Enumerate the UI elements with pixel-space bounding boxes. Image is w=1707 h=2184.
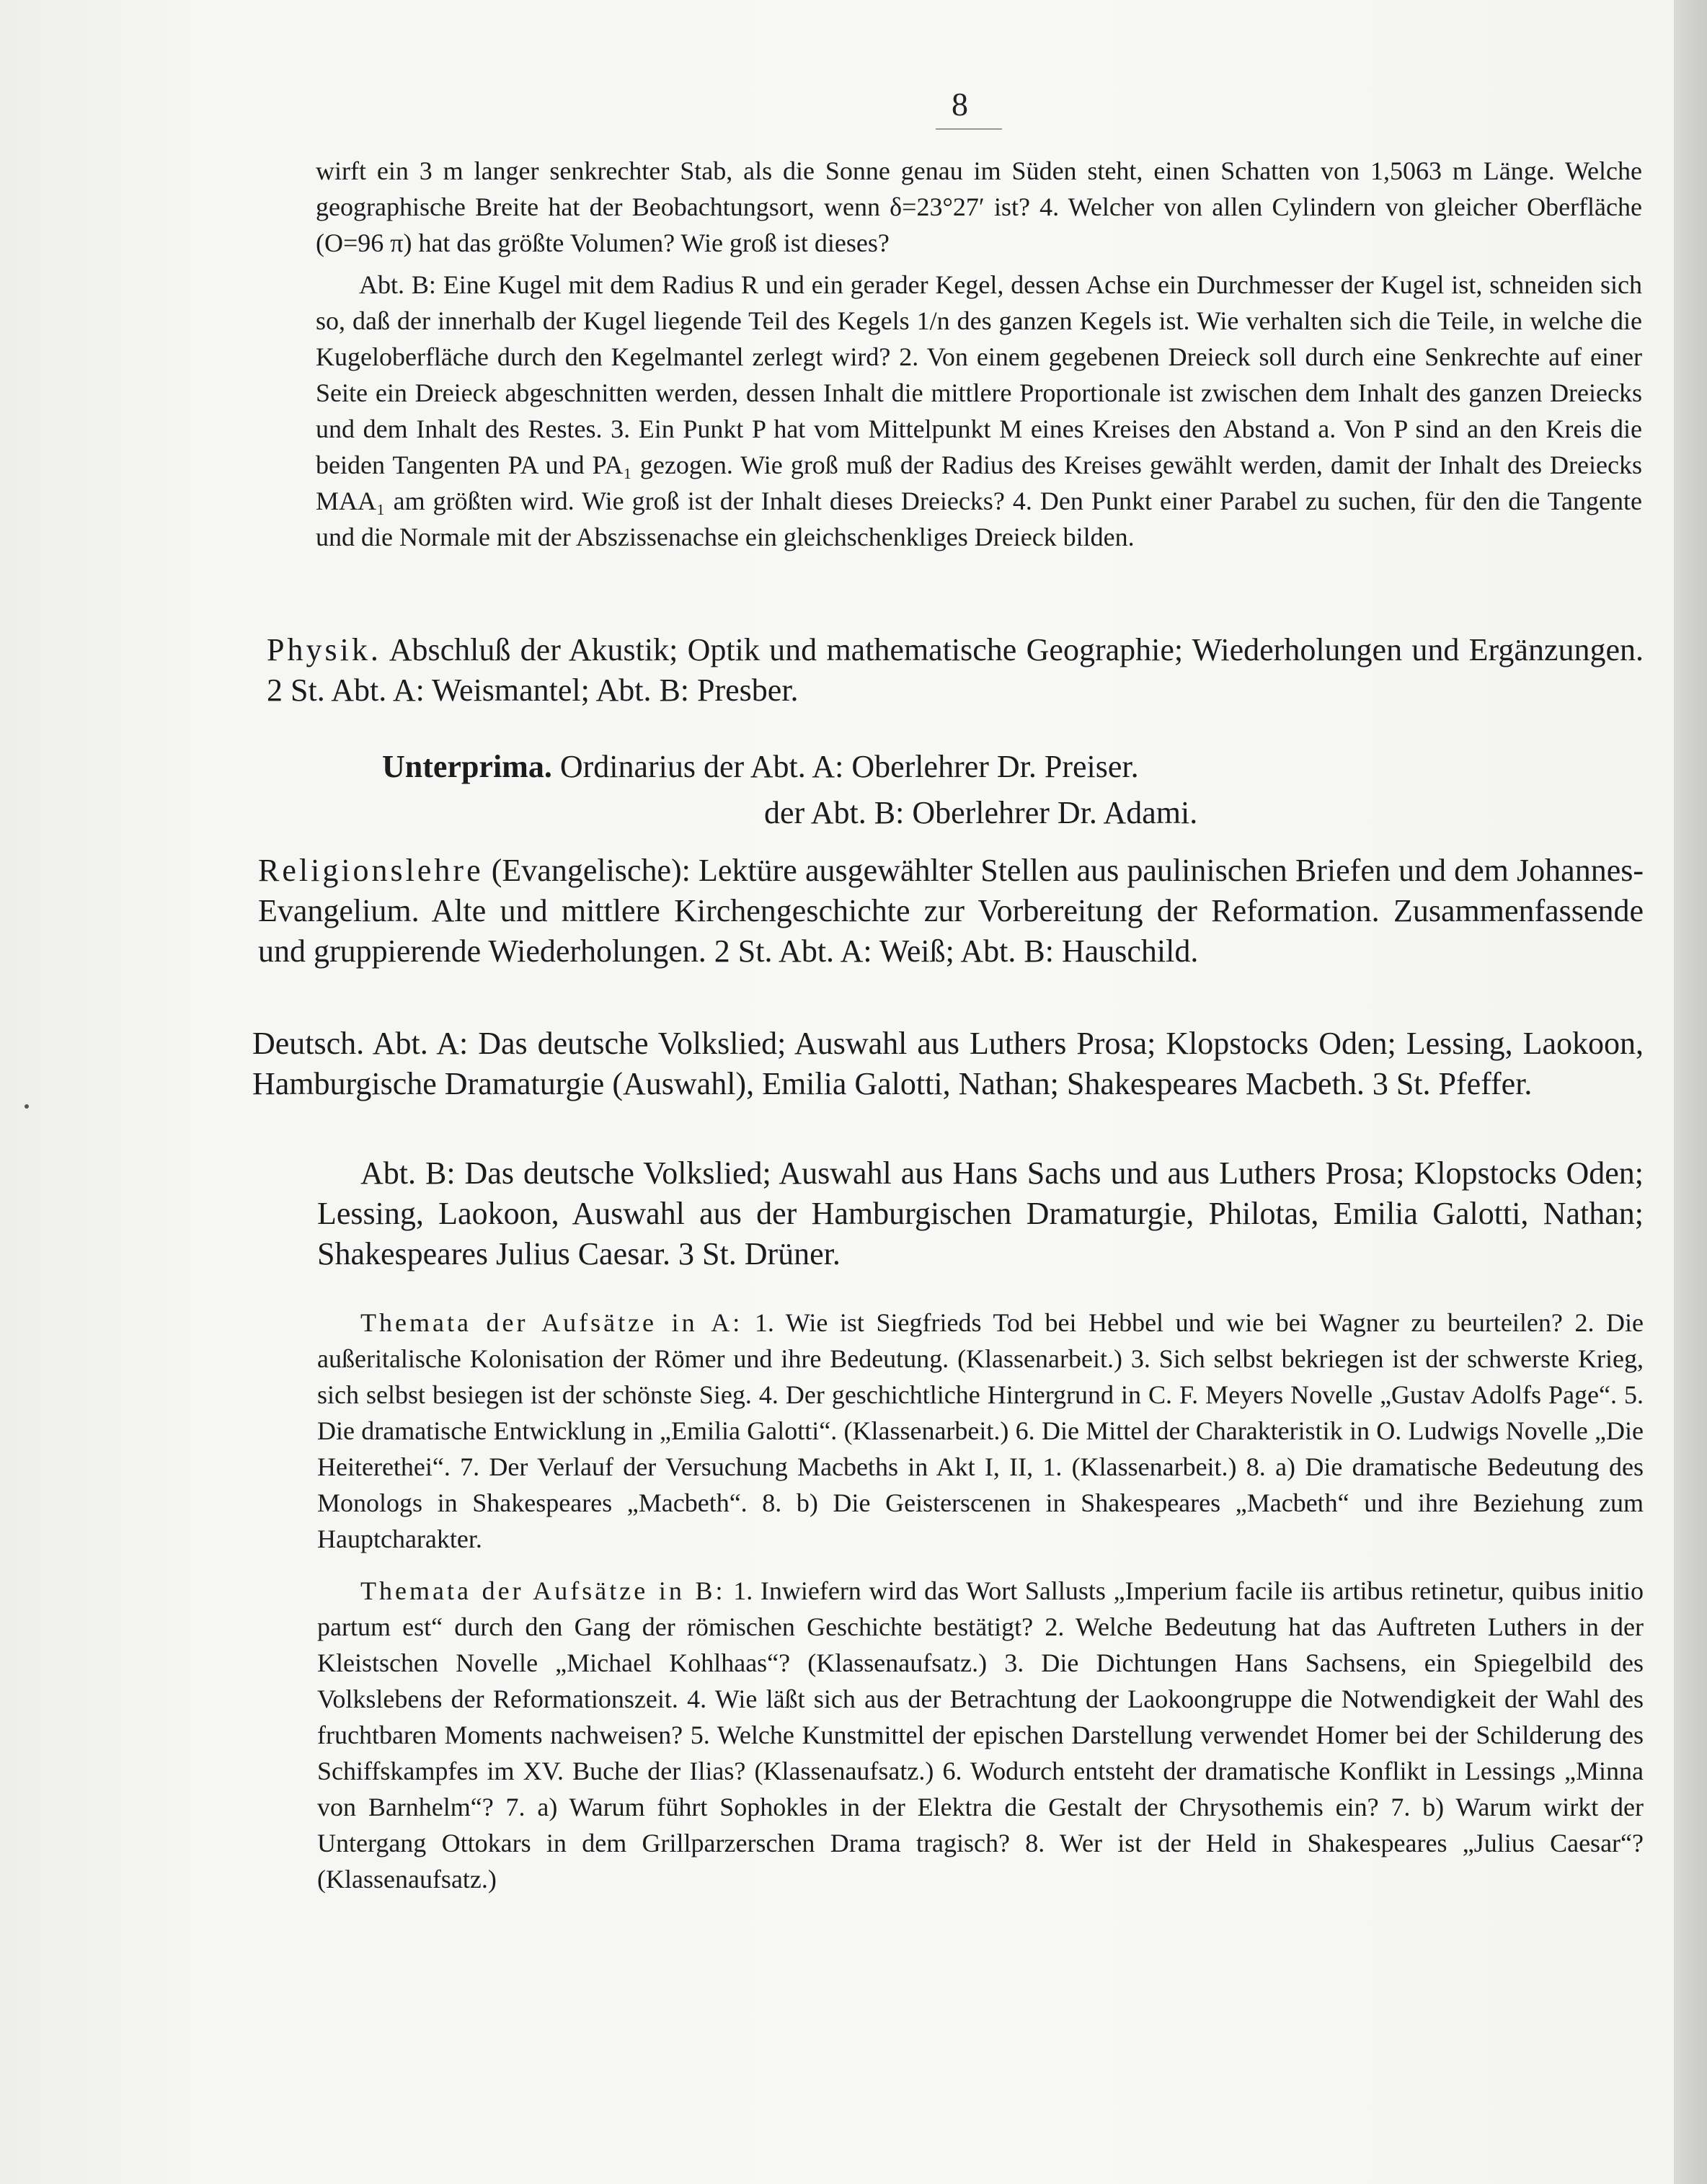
deutsch-abt-b: Abt. B: Das deutsche Volkslied; Auswahl aus Hans Sachs und aus Luthers Prosa; Klopstocks Oden; Lessing, Laokoon, Auswahl aus der Hamburgischen Dramaturgie, Philotas, Emilia Galotti, Nathan; Shakespeares Julius Caesar. 3 St. Drüner. — [317, 1155, 1644, 1271]
binding-mark — [25, 1104, 29, 1109]
deutsch-label: Deutsch. — [252, 1026, 365, 1061]
unterprima-heading — [382, 747, 1644, 787]
physik-section — [267, 630, 1644, 711]
religion-label: Religionslehre — [258, 853, 484, 888]
themata-a-text: 1. Wie ist Siegfrieds Tod bei Hebbel und wie bei Wagner zu beurteilen? 2. Die außeritalische Kolonisation der Römer und ihre Bedeutung. (Klassenarbeit.) 3. Sich selbst bekriegen ist der schwerste Krieg, sich selbst besiegen ist der schönste Sieg. 4. Der geschichtliche Hintergrund in C. F. Meyers Novelle „Gustav Adolfs Page“. 5. Die dramatische Entwicklung in „Emilia Galotti“. (Klassenarbeit.) 6. Die Mittel der Charakteristik in O. Ludwigs Novelle „Die Heiterethei“. 7. Der Verlauf der Versuchung Macbeths in Akt I, II, 1. (Klassenarbeit.) 8. a) Die dramatische Bedeutung des Monologs in Shakespeares „Macbeth“. 8. b) Die Geisterscenen in Shakespeares „Macbeth“ und ihre Beziehung zum Hauptcharakter. — [317, 1308, 1644, 1553]
deutsch-abt-a — [252, 1024, 1644, 1104]
page-number: 8 — [952, 86, 968, 123]
unterprima-ordinarius-b: der Abt. B: Oberlehrer Dr. Adami. — [764, 795, 1198, 830]
themata-a — [317, 1305, 1644, 1557]
unterprima-label: Unterprima. — [382, 749, 552, 784]
page-edge-shadow — [1674, 0, 1707, 2184]
deutsch-abt-a-text: Abt. A: Das deutsche Volkslied; Auswahl aus Luthers Prosa; Klopstocks Oden; Lessing, Laokoon, Hamburgische Dramaturgie (Auswahl), Emilia Galotti, Nathan; Shakespeares Macbeth. 3 St. Pfeffer. — [252, 1026, 1644, 1101]
math-exercises-continued: wirft ein 3 m langer senkrechter Stab, als die Sonne genau im Süden steht, einen Schatten von 1,5063 m Länge. Welche geographische Breite hat der Beobachtungsort, wenn δ=23°27′ ist? 4. Welcher von allen Cylindern von gleicher Oberfläche (O=96 π) hat das größte Volumen? Wie groß ist dieses? — [316, 156, 1642, 257]
religion-text: (Evangelische): Lektüre ausgewählter Stellen aus paulinischen Briefen und dem Johannes-Evangelium. Alte und mittlere Kirchengeschichte zur Vorbereitung der Reformation. Zusammenfassende und gruppierende Wiederholungen. 2 St. Abt. A: Weiß; Abt. B: Hauschild. — [258, 853, 1644, 969]
page-number-underline — [936, 128, 1002, 130]
themata-a-label: Themata der Aufsätze in A: — [360, 1308, 743, 1337]
physik-text: Abschluß der Akustik; Optik und mathematische Geographie; Wiederholungen und Ergänzungen. 2 St. Abt. A: Weismantel; Abt. B: Presber. — [267, 632, 1644, 708]
themata-b-text: 1. Inwiefern wird das Wort Sallusts „Imperium facile iis artibus retinetur, quibus initio partum est“ durch den Gang der römischen Geschichte bestätigt? 2. Welche Bedeutung hat das Auftreten Luthers in der Kleistschen Novelle „Michael Kohlhaas“? (Klassenaufsatz.) 3. Die Dichtungen Hans Sachsens, ein Spiegelbild des Volkslebens der Reformationszeit. 4. Wie läßt sich aus der Betrachtung der Laokoongruppe die Notwendigkeit der Wahl des fruchtbaren Moments nachweisen? 5. Welche Kunstmittel der epischen Darstellung verwendet Homer bei der Schilderung des Schiffskampfes im XV. Buche der Ilias? (Klassenaufsatz.) 6. Wodurch entsteht der dramatische Konflikt in Lessings „Minna von Barnhelm“? 7. a) Warum führt Sophokles in der Elektra die Gestalt der Chrysothemis ein? 7. b) Warum wirkt der Untergang Ottokars in dem Grillparzerschen Drama tragisch? 8. Wer ist der Held in Shakespeares „Julius Caesar“? (Klassenaufsatz.) — [317, 1576, 1644, 1894]
math-abt-b-exercises: Abt. B: Eine Kugel mit dem Radius R und ein gerader Kegel, dessen Achse ein Durchmesser der Kugel ist, schneiden sich so, daß der innerhalb der Kugel liegende Teil des Kegels 1/n des ganzen Kegels ist. Wie verhalten sich die Teile, in welche die Kugeloberfläche durch den Kegelmantel zerlegt wird? 2. Von einem gegebenen Dreieck soll durch eine Senkrechte auf einer Seite ein Dreieck abgeschnitten werden, dessen Inhalt die mittlere Proportionale ist zwischen dem Inhalt des ganzen Dreiecks und dem Inhalt des Restes. 3. Ein Punkt P hat vom Mittelpunkt M eines Kreises den Abstand a. Von P sind an den Kreis die beiden Tangenten PA und PA₁ gezogen. Wie groß muß der Radius des Kreises gewählt werden, damit der Inhalt des Dreiecks MAA₁ am größten wird. Wie groß ist der Inhalt dieses Dreiecks? 4. Den Punkt einer Parabel zu suchen, für den die Tangente und die Normale mit der Abszissenachse ein gleichschenkliges Dreieck bilden. — [316, 270, 1642, 551]
religion-section — [258, 851, 1644, 972]
physik-label: Physik. — [267, 632, 381, 667]
unterprima-ordinarius-a: Ordinarius der Abt. A: Oberlehrer Dr. Preiser. — [559, 749, 1139, 784]
themata-b — [317, 1573, 1644, 1897]
themata-b-label: Themata der Aufsätze in B: — [360, 1576, 726, 1605]
